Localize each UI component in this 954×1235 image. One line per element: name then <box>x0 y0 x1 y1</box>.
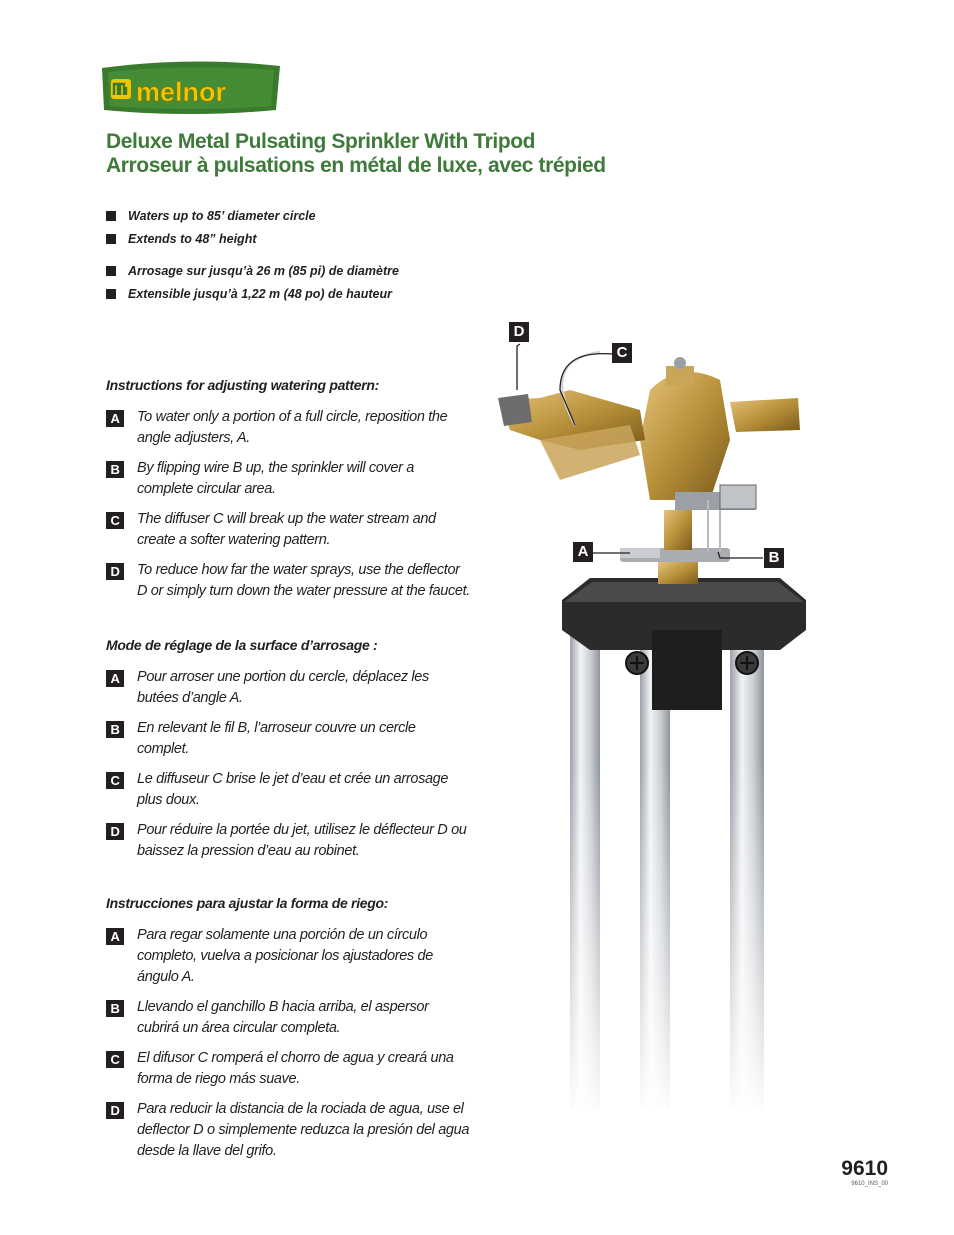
bullet-square-icon <box>106 266 116 276</box>
instruction-step: B En relevant le fil B, l’arroseur couvre un cercle complet. <box>106 718 471 760</box>
title-english: Deluxe Metal Pulsating Sprinkler With Tripod <box>106 130 536 153</box>
instruction-step: D Pour réduire la portée du jet, utilisez le déflecteur D ou baissez la pression d’eau au robinet. <box>106 820 471 862</box>
sprinkler-illustration <box>480 330 820 1120</box>
step-label: B <box>106 461 124 478</box>
section-heading: Instrucciones para ajustar la forma de riego: <box>106 895 389 911</box>
feature-item: Waters up to 85’ diameter circle <box>106 207 316 230</box>
instruction-step: D Para reducir la distancia de la rociada de agua, use el deflector D o simplemente reduzca la presión del agua desde la llave del grifo. <box>106 1099 471 1162</box>
title-french: Arroseur à pulsations en métal de luxe, avec trépied <box>106 154 606 177</box>
step-label: A <box>106 410 124 427</box>
feature-item: Extends to 48” height <box>106 230 316 253</box>
callout-d-label: D <box>509 322 529 342</box>
instruction-step: A Pour arroser une portion du cercle, déplacez les butées d’angle A. <box>106 667 471 709</box>
step-label: D <box>106 1102 124 1119</box>
bullet-square-icon <box>106 211 116 221</box>
page-title <box>106 130 606 178</box>
instruction-step: A Para regar solamente una porción de un círculo completo, vuelva a posicionar los ajustadores de ángulo A. <box>106 925 471 988</box>
feature-item: Arrosage sur jusqu’à 26 m (85 pi) de diamètre <box>106 262 399 285</box>
step-label: C <box>106 512 124 529</box>
instructions-english <box>106 375 471 611</box>
callout-c-label: C <box>612 343 632 363</box>
bullet-square-icon <box>106 289 116 299</box>
instructions-french <box>106 635 471 871</box>
step-label: B <box>106 721 124 738</box>
step-label: A <box>106 670 124 687</box>
step-label: D <box>106 563 124 580</box>
step-label: C <box>106 1051 124 1068</box>
instruction-step: B By flipping wire B up, the sprinkler will cover a complete circular area. <box>106 458 471 500</box>
step-label: B <box>106 1000 124 1017</box>
instruction-step: B Llevando el ganchillo B hacia arriba, el aspersor cubrirá un área circular completa. <box>106 997 471 1039</box>
model-number: 9610 <box>841 1157 888 1180</box>
instruction-step: D To reduce how far the water sprays, use the deflector D or simply turn down the water pressure at the faucet. <box>106 560 471 602</box>
feature-list-french <box>106 262 399 308</box>
callout-a-label: A <box>573 542 593 562</box>
callout-b-label: B <box>764 548 784 568</box>
feature-item: Extensible jusqu’à 1,22 m (48 po) de hauteur <box>106 285 399 308</box>
section-heading: Mode de réglage de la surface d’arrosage : <box>106 637 378 653</box>
instruction-step: C The diffuser C will break up the water stream and create a softer watering pattern. <box>106 509 471 551</box>
feature-list-english <box>106 207 316 253</box>
step-label: D <box>106 823 124 840</box>
instructions-spanish <box>106 893 471 1171</box>
instruction-step: A To water only a portion of a full circle, reposition the angle adjusters, A. <box>106 407 471 449</box>
instruction-step: C El difusor C romperá el chorro de agua y creará una forma de riego más suave. <box>106 1048 471 1090</box>
instruction-step: C Le diffuseur C brise le jet d’eau et crée un arrosage plus doux. <box>106 769 471 811</box>
section-heading: Instructions for adjusting watering pattern: <box>106 377 380 393</box>
step-label: A <box>106 928 124 945</box>
document-code: 9610_INS_00 <box>851 1181 888 1187</box>
bullet-square-icon <box>106 234 116 244</box>
melnor-logo <box>100 60 282 116</box>
step-label: C <box>106 772 124 789</box>
logo-wordmark: melnor <box>136 77 227 107</box>
